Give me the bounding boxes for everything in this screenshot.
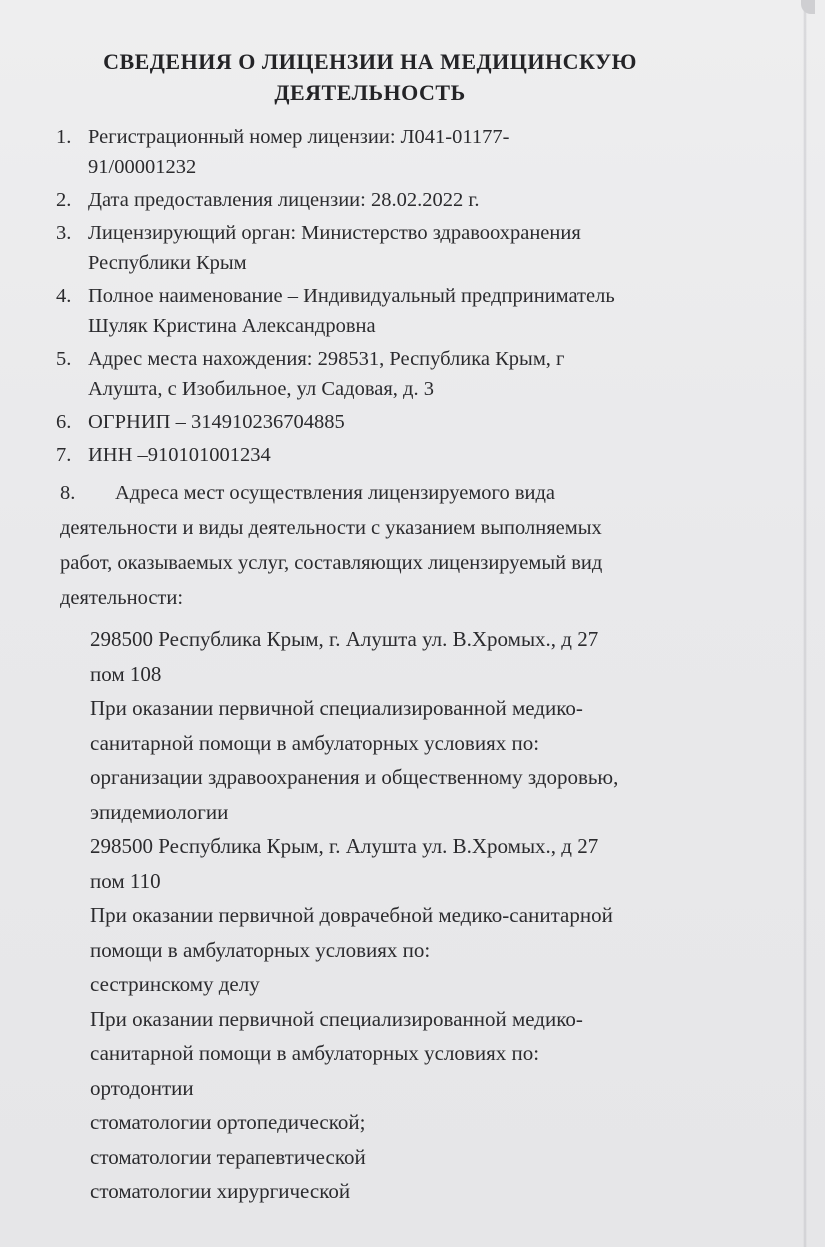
detail-service-line: стоматологии ортопедической; xyxy=(90,1110,366,1134)
item-number: 2. xyxy=(56,189,72,211)
item-text-line: ИНН –910101001234 xyxy=(88,444,271,466)
license-item-activity-addresses xyxy=(60,476,780,616)
item-text-line: Адрес места нахождения: 298531, Республика Крым, г xyxy=(88,348,565,370)
detail-service-line: сестринскому делу xyxy=(90,972,260,996)
detail-service-line: помощи в амбулаторных условиях по: xyxy=(90,937,431,962)
item-text-line: Полное наименование – Индивидуальный предприниматель xyxy=(88,285,615,307)
license-item-registration-number xyxy=(56,122,776,182)
detail-service-line: ортодонтии xyxy=(90,1075,194,1100)
detail-address-line: 298500 Республика Крым, г. Алушта ул. В.Хромых., д 27 xyxy=(90,834,599,858)
document-title-line-1: СВЕДЕНИЯ О ЛИЦЕНЗИИ НА МЕДИЦИНСКУЮ xyxy=(103,49,637,74)
license-info-list xyxy=(56,122,776,473)
detail-address-line: 298500 Республика Крым, г. Алушта ул. В.Хромых., д 27 xyxy=(90,627,599,651)
detail-service-line: При оказании первичной специализированной медико- xyxy=(90,696,583,720)
item-number: 5. xyxy=(56,348,72,370)
license-item-address xyxy=(56,344,776,404)
license-item-ogrnip xyxy=(56,407,776,437)
detail-service-line: При оказании первичной специализированной медико- xyxy=(90,1006,583,1031)
item-text-line: работ, оказываемых услуг, составляющих лицензируемый вид xyxy=(60,552,603,574)
detail-service-line: санитарной помощи в амбулаторных условиях по: xyxy=(90,1041,540,1065)
detail-service-line: эпидемиологии xyxy=(90,799,229,824)
license-item-inn xyxy=(56,440,776,470)
item-text-line: 91/00001232 xyxy=(88,156,197,178)
item-text-line: Шуляк Кристина Александровна xyxy=(88,315,376,337)
license-item-licensing-authority xyxy=(56,218,776,278)
detail-service-line: При оказании первичной доврачебной медико-санитарной xyxy=(90,903,613,927)
item-text-line: Регистрационный номер лицензии: Л041-01177- xyxy=(88,126,510,148)
item-number: 8. xyxy=(60,482,76,504)
detail-address-line: пом 110 xyxy=(90,868,161,893)
item-number: 1. xyxy=(56,126,72,148)
detail-address-line: пом 108 xyxy=(90,661,162,686)
activity-details-block xyxy=(90,622,800,1209)
license-item-full-name xyxy=(56,281,776,341)
document-title-line-2: ДЕЯТЕЛЬНОСТЬ xyxy=(274,80,466,105)
item-text-line: ОГРНИП – 314910236704885 xyxy=(88,411,345,433)
item-number: 6. xyxy=(56,411,72,433)
item-number: 3. xyxy=(56,222,72,244)
detail-service-line: стоматологии хирургической xyxy=(90,1179,351,1203)
detail-service-line: организации здравоохранения и общественному здоровью, xyxy=(90,765,619,789)
item-text-line: деятельности и виды деятельности с указанием выполняемых xyxy=(60,517,602,539)
item-text-line: Адреса мест осуществления лицензируемого вида xyxy=(115,482,555,504)
detail-service-line: стоматологии терапевтической xyxy=(90,1144,366,1169)
item-number: 4. xyxy=(56,285,72,307)
license-item-issue-date xyxy=(56,185,776,215)
item-text-line: Лицензирующий орган: Министерство здравоохранения xyxy=(88,222,581,244)
item-text-line: деятельности: xyxy=(60,587,184,609)
item-text-line: Республики Крым xyxy=(88,252,247,274)
item-number: 7. xyxy=(56,444,72,466)
item-text-line: Дата предоставления лицензии: 28.02.2022 г. xyxy=(88,189,480,211)
document-title xyxy=(0,46,740,108)
item-text-line: Алушта, с Изобильное, ул Садовая, д. 3 xyxy=(88,378,434,400)
paper-fold-shadow xyxy=(803,0,807,1247)
detail-service-line: санитарной помощи в амбулаторных условиях по: xyxy=(90,730,540,755)
